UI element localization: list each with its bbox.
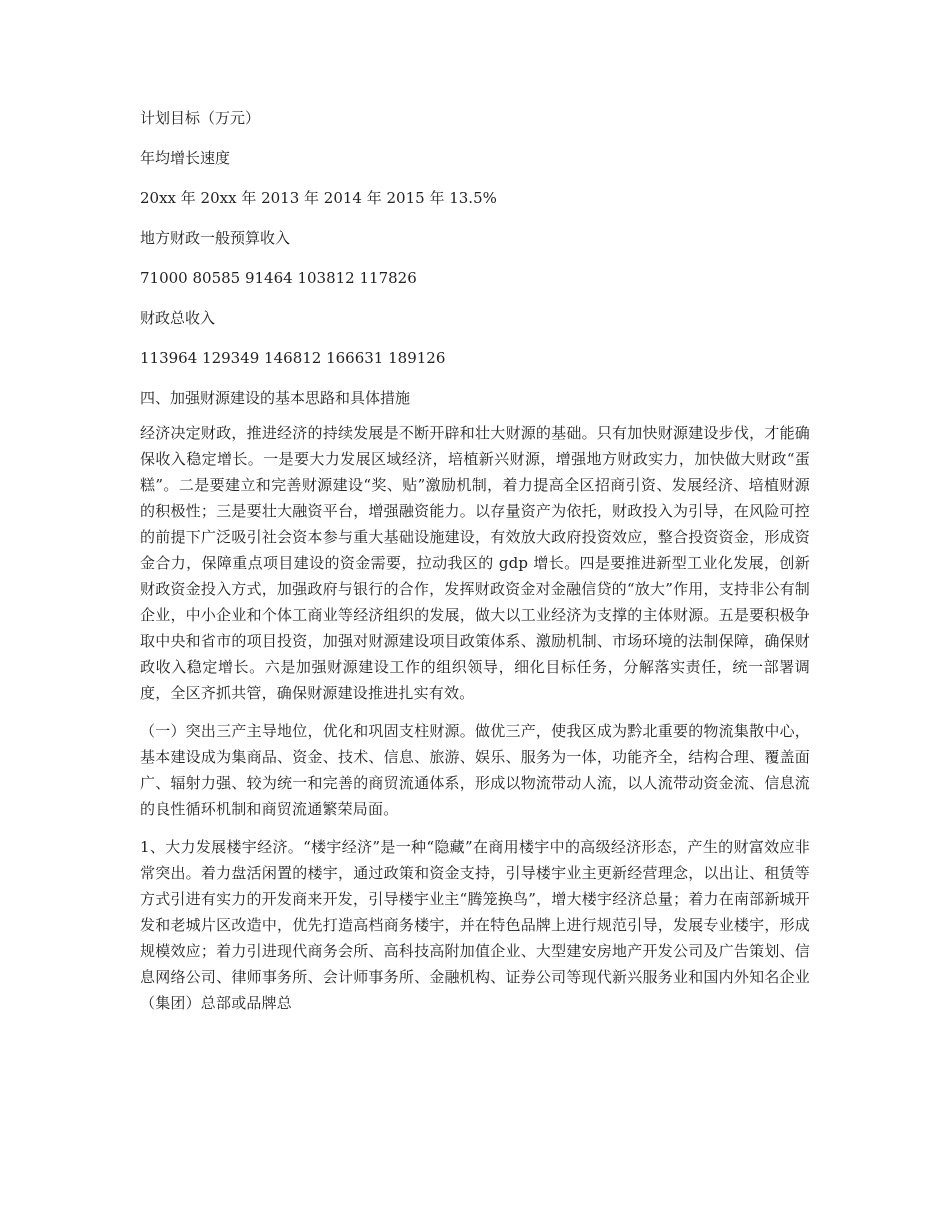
paragraph-tertiary-industry: （一）突出三产主导地位，优化和巩固支柱财源。做优三产，使我区成为黔北重要的物流集散中心，基本建设成为集商品、资金、技术、信息、旅游、娱乐、服务为一体，功能齐全，结构合理、覆盖面广、辐射力强、较为统一和完善的商贸流通体系，形成以物流带动人流，以人流带动资金流、信息流的良性循环机制和商贸流通繁荣局面。 [140, 722, 810, 818]
local-budget-revenue-label: 地方财政一般预算收入 [140, 229, 291, 247]
paragraph-building-economy: 1、大力发展楼宇经济。“楼宇经济”是一种“隐藏”在商用楼宇中的高级经济形态，产生的财富效应非常突出。着力盘活闲置的楼宇，通过政策和资金支持，引导楼宇业主更新经营理念，以出让、租赁等方式引进有实力的开发商来开发，引导楼宇业主“腾笼换鸟”，增大楼宇经济总量；着力在南部新城开发和老城片区改造中，优先打造高档商务楼宇，并在特色品牌上进行规范引导，发展专业楼宇，形成规模效应；着力引进现代商务会所、高科技高附加值企业、大型建安房地产开发公司及广告策划、信息网络公司、律师事务所、会计师事务所、金融机构、证券公司等现代新兴服务业和国内外知名企业（集团）总部或品牌总 [140, 838, 810, 1012]
document-page [140, 108, 810, 1028]
paragraph-economy-finance: 经济决定财政，推进经济的持续发展是不断开辟和壮大财源的基础。只有加快财源建设步伐，才能确保收入稳定增长。一是要大力发展区域经济，培植新兴财源，增强地方财政实力，加快做大财政“蛋糕”。二是要建立和完善财源建设“奖、贴”激励机制，着力提高全区招商引资、发展经济、培植财源的积极性；三是要壮大融资平台，增强融资能力。以存量资产为依托，财政投入为引导，在风险可控的前提下广泛吸引社会资本参与重大基础设施建设，有效放大政府投资效应，整合投资资金，形成资金合力，保障重点项目建设的资金需要，拉动我区的 gdp 增长。四是要推进新型工业化发展，创新财政资金投入方式，加强政府与银行的合作，发挥财政资金对金融信贷的“放大”作用，支持非公有制企业，中小企业和个体工商业等经济组织的发展，做大以工业经济为支撑的主体财源。五是要积极争取中央和省市的项目投资，加强对财源建设项目政策体系、激励机制、市场环境的法制保障，确保财政收入稳定增长。六是加强财源建设工作的组织领导，细化目标任务，分解落实责任，统一部署调度，全区齐抓共管，确保财源建设推进扎实有效。 [140, 424, 810, 702]
section-heading: 四、加强财源建设的基本思路和具体措施 [140, 389, 411, 407]
year-header-row: 20xx 年 20xx 年 2013 年 2014 年 2015 年 13.5% [140, 189, 497, 207]
total-fiscal-revenue-values: 113964 129349 146812 166631 189126 [140, 349, 446, 367]
annual-growth-label: 年均增长速度 [140, 149, 231, 167]
plan-target-label: 计划目标（万元） [140, 109, 261, 127]
total-fiscal-revenue-label: 财政总收入 [140, 309, 216, 327]
local-budget-revenue-values: 71000 80585 91464 103812 117826 [140, 269, 417, 287]
